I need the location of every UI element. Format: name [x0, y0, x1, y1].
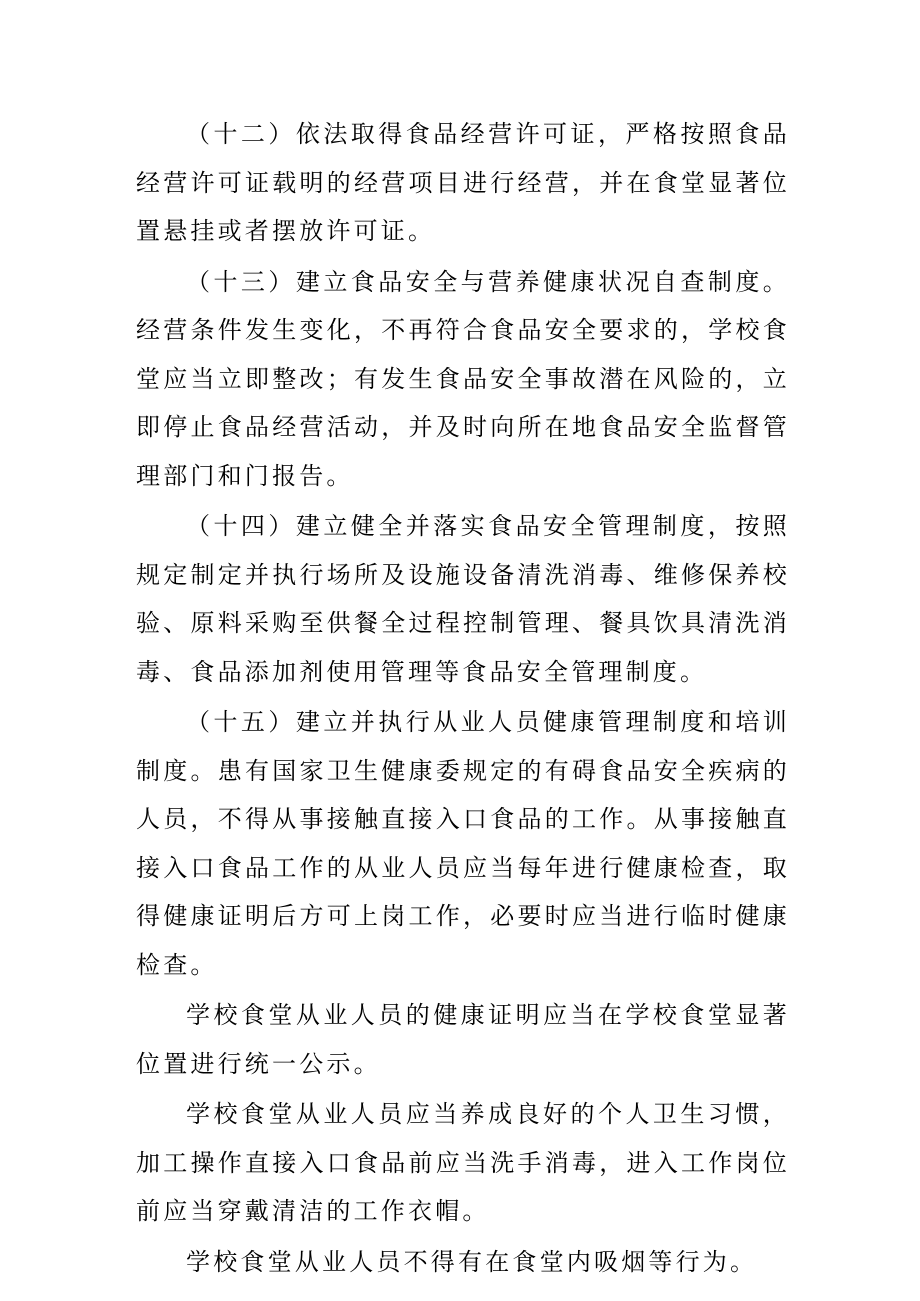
paragraph-item-14: （十四）建立健全并落实食品安全管理制度，按照规定制定并执行场所及设施设备清洗消毒、维修保养校验、原料采购至供餐全过程控制管理、餐具饮具清洗消毒、食品添加剂使用管理等食品安全管理制度。: [136, 512, 790, 686]
paragraph-no-smoking: 学校食堂从业人员不得有在食堂内吸烟等行为。: [186, 1247, 758, 1276]
document-page: [136, 110, 790, 1288]
paragraph-item-15: （十五）建立并执行从业人员健康管理制度和培训制度。患有国家卫生健康委规定的有碍食品安全疾病的人员，不得从事接触直接入口食品的工作。从事接触直接入口食品工作的从业人员应当每年进行健康检查，取得健康证明后方可上岗工作，必要时应当进行临时健康检查。: [136, 708, 790, 979]
paragraph-item-12: （十二）依法取得食品经营许可证，严格按照食品经营许可证载明的经营项目进行经营，并在食堂显著位置悬挂或者摆放许可证。: [136, 120, 790, 245]
paragraph-health-certificate: 学校食堂从业人员的健康证明应当在学校食堂显著位置进行统一公示。: [136, 1001, 790, 1078]
paragraph-item-13: （十三）建立食品安全与营养健康状况自查制度。经营条件发生变化，不再符合食品安全要求的，学校食堂应当立即整改；有发生食品安全事故潜在风险的，立即停止食品经营活动，并及时向所在地食品安全监督管理部门和门报告。: [136, 267, 790, 490]
paragraph-hygiene-habits: 学校食堂从业人员应当养成良好的个人卫生习惯，加工操作直接入口食品前应当洗手消毒，进入工作岗位前应当穿戴清洁的工作衣帽。: [136, 1100, 790, 1225]
